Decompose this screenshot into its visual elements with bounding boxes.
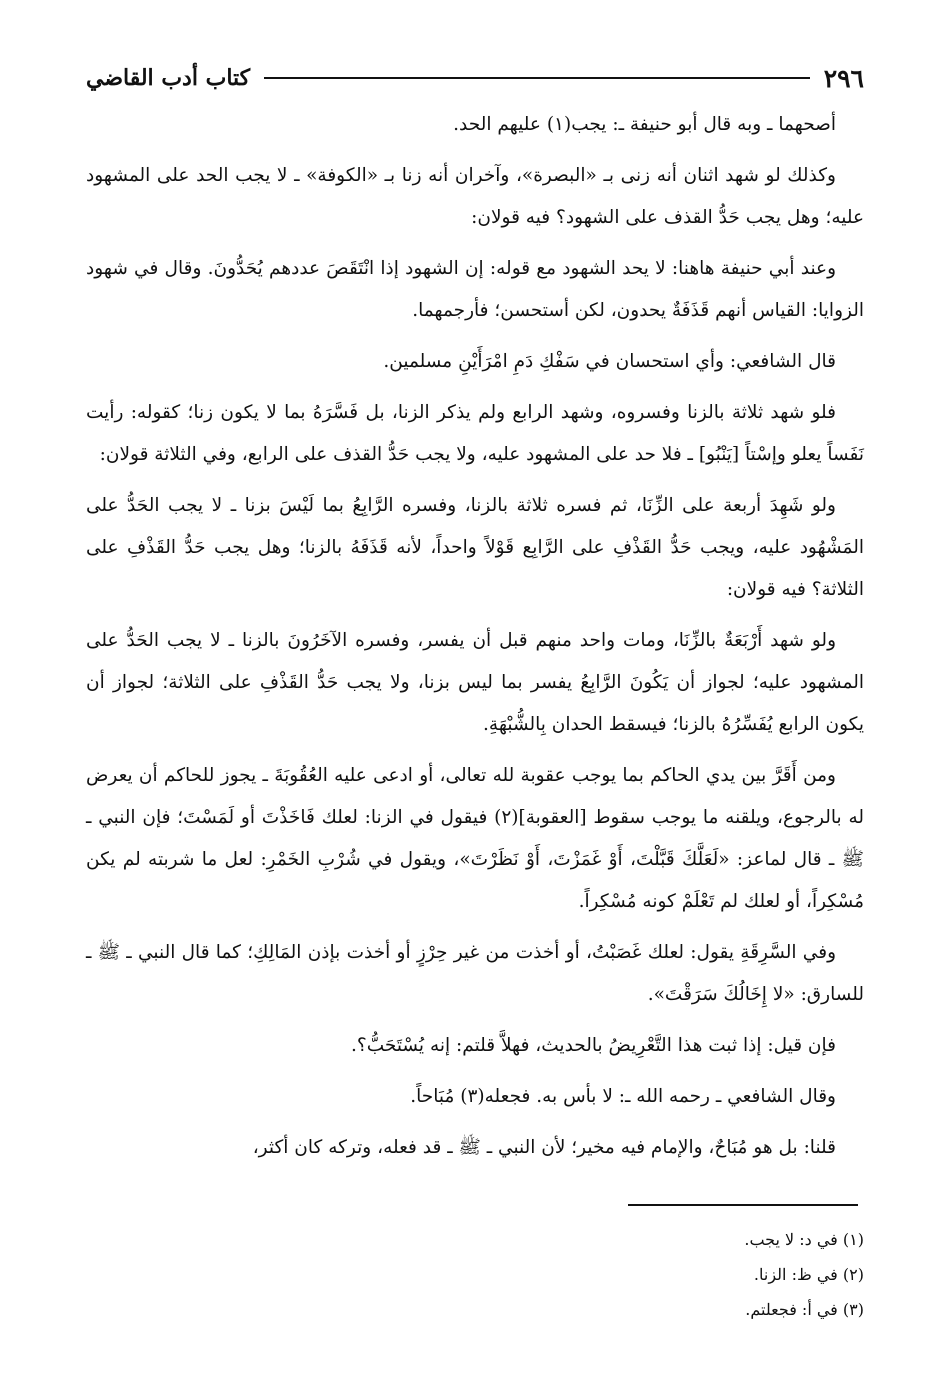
paragraph: قلنا: بل هو مُبَاحٌ، والإمام فيه مخير؛ لأن النبي ـ ﷺ ـ قد فعله، وتركه كان أكثر، — [252, 1137, 836, 1158]
paragraph: ولو شَهِدَ أربعة على الزِّنَا، ثم فسره ثلاثة بالزنا، وفسره الرَّابِعُ بما لَيْسَ بزنا ـ لا يجب الحَدُّ على المَشْهُود عليه، ويجب حَدُّ القَذْفِ على الرَّابِع قَوْلاً واحداً، لأنه قَذَفَهُ بالزنا؛ وهل يجب حَدُّ القَذْفِ على الثلاثة؟ فيه قولان: — [86, 495, 864, 600]
paragraph: ولو شهد أَرْبَعَةٌ بالزِّنَا، ومات واحد منهم قبل أن يفسر، وفسره الآخَرُونَ بالزنا ـ لا يجب الحَدُّ على المشهود عليه؛ لجواز أن يَكُونَ الرَّابِعُ يفسر بما ليس بزنا، ولا يجب حَدُّ القَذْفِ على الثلاثة؛ لجواز أن يكون الرابع يُفَسِّرُهُ بالزنا؛ فيسقط الحدان بِالشُّبْهَةِ. — [86, 630, 864, 735]
paragraph: قال الشافعي: وأي استحسان في سَفْكِ دَمِ امْرَأَيْنِ مسلمين. — [383, 351, 836, 372]
footnote-divider — [628, 1204, 858, 1206]
footnotes — [500, 1222, 864, 1327]
paragraph: ومن أَقَرَّ بين يدي الحاكم بما يوجب عقوبة لله تعالى، أو ادعى عليه العُقُوبَةَ ـ يجوز للحاكم أن يعرض له بالرجوع، ويلقنه ما يوجب سقوط [العقوبة](٢) فيقول في الزنا: لعلك فَاخَذْتَ أو لَمَسْتَ؛ فإن النبي ـ ﷺ ـ قال لماعز: «لَعَلَّكَ قَبَّلْتَ، أَوْ غَمَزْتَ، أَوْ نَظَرْتَ»، ويقول في شُرْبِ الخَمْرِ: لعل ما شربته لم يكن مُسْكِراً، أو لعلك لم تَعْلَمْ كونه مُسْكِراً. — [86, 765, 864, 912]
footnote: (٢) في ظ: الزنا. — [753, 1265, 864, 1284]
paragraph: وكذلك لو شهد اثنان أنه زنى بـ «البصرة»، وآخران أنه زنا بـ «الكوفة» ـ لا يجب الحد على المشهود عليه؛ وهل يجب حَدُّ القذف على الشهود؟ فيه قولان: — [86, 165, 864, 228]
body-text — [86, 104, 864, 1158]
page-number: ٢٩٦ — [823, 63, 864, 93]
paragraph: فلو شهد ثلاثة بالزنا وفسروه، وشهد الرابع ولم يذكر الزنا، بل فَسَّرَهُ بما لا يكون زنا؛ كقوله: رأيت نَفَساً يعلو وإسْتاً [يَنْبُو] ـ فلا حد على المشهود عليه، ولا يجب حَدُّ القذف على الرابع، وفي الثلاثة قولان: — [86, 402, 864, 465]
footnote: (٣) في أ: فجعلتم. — [745, 1300, 864, 1319]
header-rule — [264, 77, 810, 79]
paragraph: فإن قيل: إذا ثبت هذا التَّعْرِيضُ بالحديث، فهلاَّ قلتم: إنه يُسْتَحَبُّ؟. — [351, 1035, 836, 1056]
footnote: (١) في د: لا يجب. — [744, 1230, 864, 1249]
book-title: كتاب أدب القاضي — [86, 65, 251, 91]
running-header — [86, 58, 864, 98]
paragraph: أصحهما ـ وبه قال أبو حنيفة ـ: يجب(١) عليهم الحد. — [453, 114, 836, 135]
paragraph: وقال الشافعي ـ رحمه الله ـ: لا بأس به. فجعله(٣) مُبَاحاً. — [410, 1086, 836, 1107]
paragraph: وعند أبي حنيفة هاهنا: لا يحد الشهود مع قوله: إن الشهود إذا انْتَقَصَ عددهم يُحَدُّونَ. وقال في شهود الزوايا: القياس أنهم قَذَفَةٌ يحدون، لكن أستحسن؛ فأرجمهما. — [86, 258, 864, 321]
paragraph: وفي السَّرِقَةِ يقول: لعلك غَصَبْتُ، أو أخذت من غير حِرْزٍ أو أخذت بإذن المَالِكِ؛ كما قال النبي ـ ﷺ ـ للسارق: «لا إِخَالُكَ سَرَقْتَ». — [86, 942, 864, 1005]
